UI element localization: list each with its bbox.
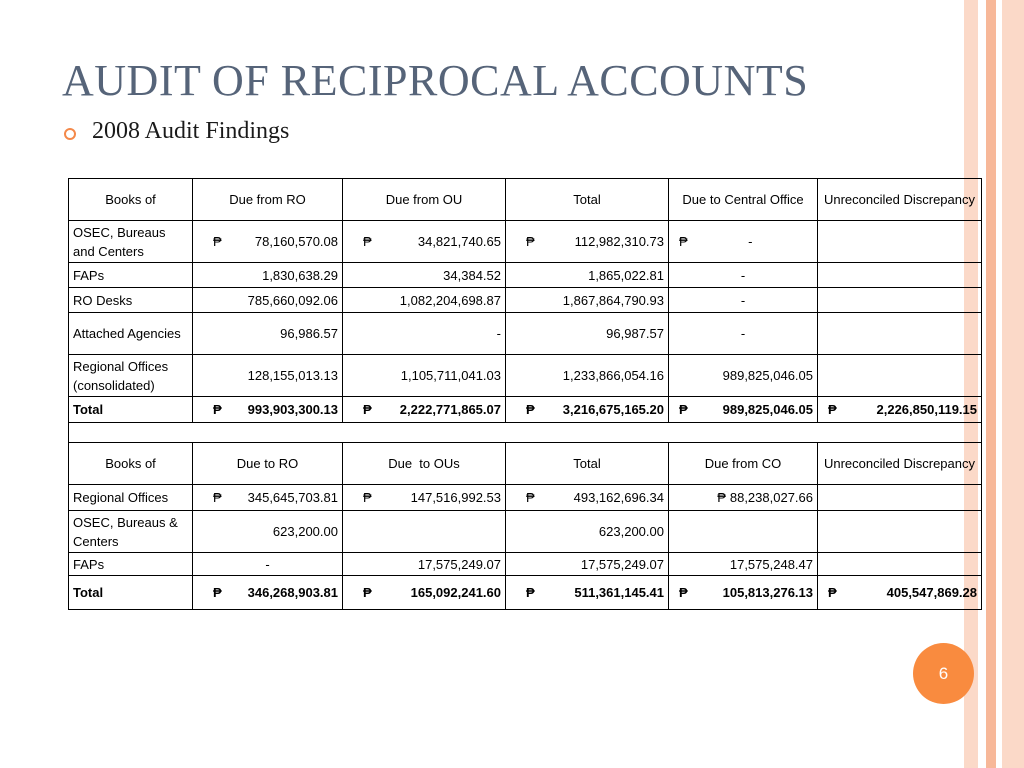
cell-due-to-ro: ₱ 345,645,703.81 xyxy=(193,485,343,511)
cell-discrepancy xyxy=(818,313,982,355)
peso-symbol: ₱ xyxy=(717,490,726,505)
cell-due-to-co: - xyxy=(669,263,818,288)
cell-due-from-ro: 785,660,092.06 xyxy=(193,288,343,313)
table1-total-row xyxy=(69,397,982,423)
cell-discrepancy: ₱ 2,226,850,119.15 xyxy=(818,397,982,423)
table2-header-books-of: Books of xyxy=(69,443,193,485)
cell-due-from-ou: 1,082,204,698.87 xyxy=(343,288,506,313)
peso-symbol: ₱ xyxy=(213,402,222,417)
cell-total: 1,865,022.81 xyxy=(506,263,669,288)
cell-due-to-co: - xyxy=(669,313,818,355)
cell-due-from-co: ₱ 88,238,027.66 xyxy=(669,485,818,511)
cell-discrepancy xyxy=(818,553,982,576)
page-number-badge: 6 xyxy=(913,643,974,704)
table-row xyxy=(69,553,982,576)
cell-due-from-co: ₱ 105,813,276.13 xyxy=(669,576,818,610)
bullet-circle-icon xyxy=(64,128,76,140)
cell-due-to-co: - xyxy=(669,288,818,313)
cell-due-to-ous xyxy=(343,511,506,553)
peso-symbol: ₱ xyxy=(828,402,837,417)
cell-due-from-ro: ₱ 78,160,570.08 xyxy=(193,221,343,263)
peso-symbol: ₱ xyxy=(213,490,222,505)
row-label: RO Desks xyxy=(69,288,193,313)
cell-total: ₱ 493,162,696.34 xyxy=(506,485,669,511)
cell-discrepancy xyxy=(818,485,982,511)
bullet-text: 2008 Audit Findings xyxy=(92,118,290,144)
cell-total: 623,200.00 xyxy=(506,511,669,553)
row-label: Attached Agencies xyxy=(69,313,193,355)
cell-discrepancy xyxy=(818,288,982,313)
table1-header-total: Total xyxy=(506,179,669,221)
peso-symbol: ₱ xyxy=(363,585,372,600)
table-row xyxy=(69,288,982,313)
slide-title: AUDIT OF RECIPROCAL ACCOUNTS xyxy=(62,56,809,105)
cell-due-from-ro: 96,986.57 xyxy=(193,313,343,355)
row-label: FAPs xyxy=(69,553,193,576)
cell-due-from-ou: ₱ 34,821,740.65 xyxy=(343,221,506,263)
table-row xyxy=(69,313,982,355)
cell-total: 17,575,249.07 xyxy=(506,553,669,576)
peso-symbol: ₱ xyxy=(526,402,535,417)
peso-symbol: ₱ xyxy=(213,585,222,600)
peso-symbol: ₱ xyxy=(679,585,688,600)
cell-due-to-ous: 17,575,249.07 xyxy=(343,553,506,576)
peso-symbol: ₱ xyxy=(828,585,837,600)
cell-due-to-ous: ₱ 147,516,992.53 xyxy=(343,485,506,511)
table-row xyxy=(69,355,982,397)
table1-header-unreconciled-discrepancy: Unreconciled Discrepancy xyxy=(818,179,982,221)
table2-header-row xyxy=(69,443,982,485)
table2-total-row xyxy=(69,576,982,610)
table-row xyxy=(69,221,982,263)
peso-symbol: ₱ xyxy=(679,234,688,249)
cell-total: 1,233,866,054.16 xyxy=(506,355,669,397)
reciprocal-accounts-table xyxy=(68,178,982,610)
peso-symbol: ₱ xyxy=(363,402,372,417)
table1-header-books-of: Books of xyxy=(69,179,193,221)
table2-header-unreconciled-discrepancy: Unreconciled Discrepancy xyxy=(818,443,982,485)
cell-due-from-co: 17,575,248.47 xyxy=(669,553,818,576)
table2-header-due-to-ous: Due to OUs xyxy=(343,443,506,485)
table2-header-due-from-co: Due from CO xyxy=(669,443,818,485)
cell-due-from-ro: ₱ 993,903,300.13 xyxy=(193,397,343,423)
table1-header-due-to-central-office: Due to Central Office xyxy=(669,179,818,221)
cell-due-from-ro: 1,830,638.29 xyxy=(193,263,343,288)
total-label: Total xyxy=(69,576,193,610)
peso-symbol: ₱ xyxy=(526,490,535,505)
peso-symbol: ₱ xyxy=(363,490,372,505)
cell-discrepancy xyxy=(818,263,982,288)
cell-due-from-ro: 128,155,013.13 xyxy=(193,355,343,397)
peso-symbol: ₱ xyxy=(679,402,688,417)
cell-discrepancy xyxy=(818,355,982,397)
table1-header-due-from-ro: Due from RO xyxy=(193,179,343,221)
peso-symbol: ₱ xyxy=(526,234,535,249)
table2-header-total: Total xyxy=(506,443,669,485)
cell-due-from-ou: - xyxy=(343,313,506,355)
row-label: FAPs xyxy=(69,263,193,288)
cell-due-from-ou: 34,384.52 xyxy=(343,263,506,288)
total-label: Total xyxy=(69,397,193,423)
cell-due-from-co xyxy=(669,511,818,553)
spacer-cell xyxy=(69,423,982,443)
spacer-row xyxy=(69,423,982,443)
peso-symbol: ₱ xyxy=(526,585,535,600)
row-label: OSEC, Bureaus & Centers xyxy=(69,511,193,553)
cell-total: ₱ 3,216,675,165.20 xyxy=(506,397,669,423)
cell-total: 96,987.57 xyxy=(506,313,669,355)
cell-due-to-ro: ₱ 346,268,903.81 xyxy=(193,576,343,610)
cell-discrepancy: ₱ 405,547,869.28 xyxy=(818,576,982,610)
peso-symbol: ₱ xyxy=(213,234,222,249)
row-label: Regional Offices (consolidated) xyxy=(69,355,193,397)
table2-header-due-to-ro: Due to RO xyxy=(193,443,343,485)
cell-due-to-co: ₱ 989,825,046.05 xyxy=(669,397,818,423)
cell-due-to-co: 989,825,046.05 xyxy=(669,355,818,397)
cell-due-to-ro: 623,200.00 xyxy=(193,511,343,553)
cell-discrepancy xyxy=(818,511,982,553)
cell-due-to-ous: ₱ 165,092,241.60 xyxy=(343,576,506,610)
table-row xyxy=(69,511,982,553)
peso-symbol: ₱ xyxy=(363,234,372,249)
row-label: OSEC, Bureaus and Centers xyxy=(69,221,193,263)
cell-total: 1,867,864,790.93 xyxy=(506,288,669,313)
table-row xyxy=(69,263,982,288)
cell-total: ₱ 112,982,310.73 xyxy=(506,221,669,263)
table1-header-row xyxy=(69,179,982,221)
table-row xyxy=(69,485,982,511)
cell-due-from-ou: 1,105,711,041.03 xyxy=(343,355,506,397)
cell-due-to-co: ₱ - xyxy=(669,221,818,263)
cell-total: ₱ 511,361,145.41 xyxy=(506,576,669,610)
cell-due-to-ro: - xyxy=(193,553,343,576)
row-label: Regional Offices xyxy=(69,485,193,511)
cell-due-from-ou: ₱ 2,222,771,865.07 xyxy=(343,397,506,423)
cell-discrepancy xyxy=(818,221,982,263)
table1-header-due-from-ou: Due from OU xyxy=(343,179,506,221)
